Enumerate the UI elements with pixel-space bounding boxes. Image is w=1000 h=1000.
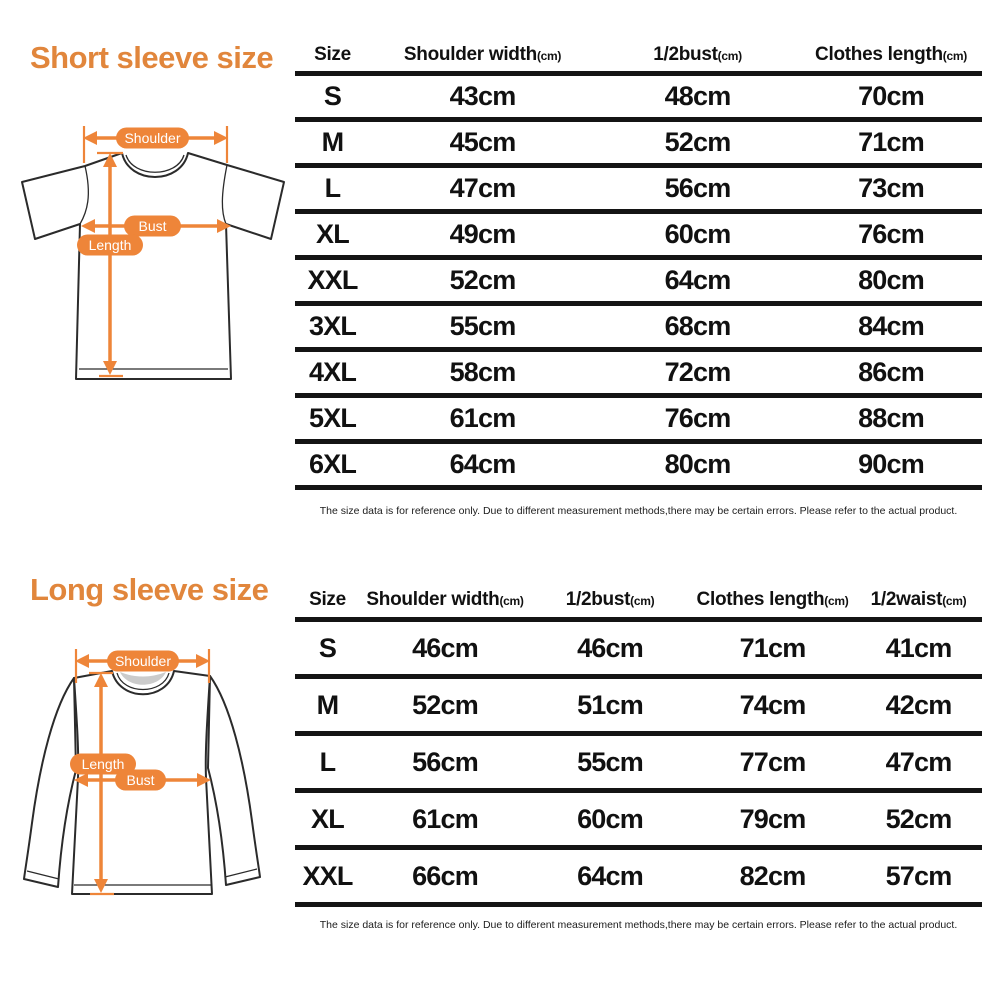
header-label: Clothes length (815, 43, 943, 65)
table-row (295, 214, 982, 260)
cell-bust: 55cm (577, 746, 643, 777)
long-table-header-row (295, 583, 982, 622)
cell-length: 71cm (858, 127, 924, 157)
header-label: Size (309, 589, 346, 610)
cell-shoulder: 52cm (449, 265, 516, 295)
shoulder-pill-label: Shoulder (114, 653, 172, 669)
cell-length: 86cm (858, 357, 924, 387)
cell-size: 3XL (308, 311, 357, 341)
cell-shoulder: 49cm (449, 219, 516, 249)
cell-length: 77cm (739, 746, 806, 777)
header-label: Shoulder width (366, 589, 500, 610)
length-label-pill (77, 235, 143, 256)
cell-size: L (324, 173, 341, 203)
cell-length: 73cm (858, 173, 924, 203)
cell-length: 90cm (858, 449, 924, 479)
long-table-disclaimer: The size data is for reference only. Due to different measurement methods,there may be certain errors. Please refer to the actual product. (319, 919, 958, 931)
cell-shoulder: 61cm (449, 403, 516, 433)
long-sleeve-table (295, 583, 982, 907)
cell-size: XL (311, 803, 344, 834)
cell-shoulder: 64cm (449, 449, 516, 479)
cell-bust: 56cm (664, 173, 731, 203)
short-table-disclaimer: The size data is for reference only. Due to different measurement methods,there may be certain errors. Please refer to the actual product. (319, 505, 958, 517)
cell-size: XL (316, 219, 349, 249)
short-sleeve-table (295, 38, 982, 490)
cell-bust: 46cm (577, 632, 643, 663)
header-unit: (cm) (536, 48, 562, 63)
cell-shoulder: 66cm (412, 860, 478, 891)
cell-size: L (319, 746, 336, 777)
short-sleeve-diagram (0, 108, 300, 408)
bust-label-pill (115, 770, 166, 791)
cell-shoulder: 46cm (412, 632, 478, 663)
col-header-size (295, 44, 370, 66)
header-label: 1/2bust (653, 43, 718, 65)
cell-bust: 48cm (664, 81, 731, 111)
cell-length: 74cm (739, 689, 806, 720)
shoulder-label-pill (116, 128, 189, 149)
cell-length: 79cm (739, 803, 806, 834)
cell-bust: 72cm (664, 357, 731, 387)
header-unit: (cm) (630, 594, 655, 608)
header-unit: (cm) (824, 594, 849, 608)
header-unit: (cm) (942, 48, 967, 63)
cell-size: XXL (302, 860, 353, 891)
cell-bust: 80cm (664, 449, 731, 479)
cell-size: 6XL (308, 449, 357, 479)
cell-bust: 76cm (664, 403, 731, 433)
cell-shoulder: 55cm (449, 311, 516, 341)
cell-waist: 57cm (885, 860, 952, 891)
col-header-half-bust (595, 44, 800, 66)
long-sleeve-diagram (0, 628, 300, 928)
cell-shoulder: 43cm (449, 81, 516, 111)
table-row (295, 306, 982, 352)
short-table-header-row (295, 38, 982, 76)
col-header-clothes-length (690, 589, 855, 611)
table-row (295, 76, 982, 122)
cell-length: 88cm (858, 403, 924, 433)
cell-length: 82cm (739, 860, 806, 891)
cell-waist: 41cm (885, 632, 952, 663)
table-row (295, 398, 982, 444)
table-row (295, 352, 982, 398)
cell-length: 80cm (858, 265, 924, 295)
cell-shoulder: 61cm (412, 803, 478, 834)
cell-bust: 60cm (664, 219, 731, 249)
cell-bust: 60cm (577, 803, 643, 834)
col-header-shoulder-width (360, 589, 530, 611)
long-sleeve-title: Long sleeve size (30, 572, 269, 607)
header-unit: (cm) (717, 48, 742, 63)
shoulder-pill-label: Shoulder (124, 130, 181, 146)
cell-length: 71cm (739, 632, 806, 663)
bust-pill-label: Bust (126, 772, 155, 788)
cell-shoulder: 56cm (412, 746, 478, 777)
cell-shoulder: 52cm (412, 689, 478, 720)
table-row (295, 122, 982, 168)
cell-size: S (318, 632, 337, 663)
col-header-half-bust (530, 589, 690, 611)
cell-waist: 52cm (885, 803, 952, 834)
col-header-clothes-length (800, 44, 982, 66)
short-sleeve-title: Short sleeve size (30, 40, 274, 75)
header-label: 1/2waist (870, 589, 943, 610)
cell-waist: 47cm (885, 746, 952, 777)
cell-bust: 64cm (664, 265, 731, 295)
header-label: Shoulder width (403, 43, 537, 65)
header-label: Clothes length (696, 589, 825, 610)
cell-bust: 64cm (577, 860, 643, 891)
cell-size: 4XL (308, 357, 357, 387)
cell-shoulder: 47cm (449, 173, 516, 203)
cell-size: M (316, 689, 339, 720)
bust-label-pill (124, 216, 181, 237)
length-pill-label: Length (88, 237, 132, 253)
table-row (295, 260, 982, 306)
cell-length: 70cm (858, 81, 924, 111)
bust-pill-label: Bust (138, 218, 167, 234)
header-unit: (cm) (499, 594, 524, 608)
table-row (295, 679, 982, 736)
cell-size: XXL (307, 265, 358, 295)
col-header-shoulder-width (370, 44, 595, 66)
header-label: Size (314, 43, 351, 65)
cell-shoulder: 58cm (449, 357, 516, 387)
length-pill-label: Length (81, 756, 125, 772)
table-row (295, 736, 982, 793)
table-row (295, 622, 982, 679)
table-row (295, 793, 982, 850)
cell-bust: 52cm (664, 127, 731, 157)
cell-size: 5XL (308, 403, 357, 433)
header-label: 1/2bust (565, 589, 631, 610)
cell-waist: 42cm (885, 689, 952, 720)
cell-length: 84cm (858, 311, 924, 341)
cell-size: M (321, 127, 344, 157)
header-unit: (cm) (942, 594, 967, 608)
cell-size: S (323, 81, 342, 111)
cell-length: 76cm (858, 219, 924, 249)
shoulder-label-pill (107, 651, 179, 672)
col-header-size (295, 589, 360, 611)
cell-bust: 68cm (664, 311, 731, 341)
short-tshirt-outline-icon (22, 153, 284, 379)
col-header-half-waist (855, 589, 982, 611)
cell-shoulder: 45cm (449, 127, 516, 157)
table-row (295, 850, 982, 907)
cell-bust: 51cm (577, 689, 643, 720)
table-row (295, 168, 982, 214)
table-row (295, 444, 982, 490)
